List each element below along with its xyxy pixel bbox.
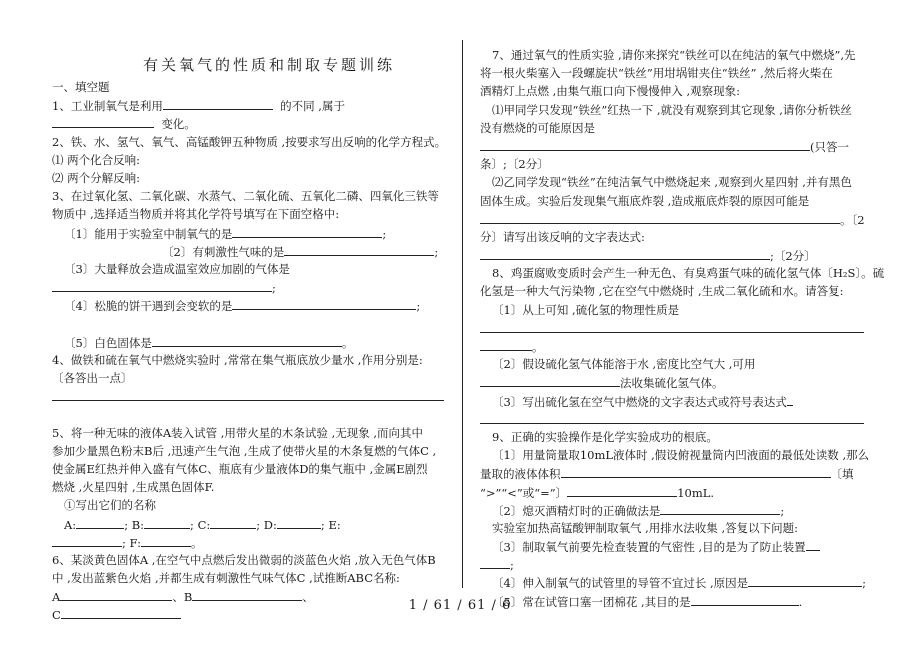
question-7-2-line-4: 分〕请写出该反响的文字表达式: <box>480 229 645 244</box>
question-5-subtask: ①写出它们的名称 <box>64 498 156 513</box>
q1-blank-2[interactable] <box>52 114 154 128</box>
question-3-part-5: 〔5〕白色固体是 。 <box>52 333 450 351</box>
question-6-line-1: 6、某淡黄色固体A ,在空气中点燃后发出微弱的淡蓝色火焰 ,放入无色气体B <box>52 552 436 567</box>
q7-2-blank-1[interactable] <box>480 210 840 224</box>
q8-1-blank-1[interactable] <box>480 319 864 333</box>
question-9-1-line-3 <box>480 483 872 501</box>
q8-3-blank-start[interactable] <box>787 392 793 406</box>
q9-1-text: 量取的液体体积 <box>480 467 561 482</box>
q7-2-score: ;〔2分〕 <box>770 249 816 264</box>
question-6-answers-1: A 、B 、 <box>52 587 450 605</box>
right-column <box>480 46 885 610</box>
q1-blank-1[interactable] <box>163 96 273 110</box>
q9-1-note: 〔填 <box>830 467 854 482</box>
q3-4-text: 〔4〕松脆的饼干遇到会变软的是 <box>64 299 233 314</box>
spacer <box>52 314 450 332</box>
q8-2-text: 法收集硫化氢气体。 <box>620 376 724 391</box>
q9-1-blank-2[interactable] <box>567 483 677 497</box>
question-8-1-answer <box>480 319 872 337</box>
question-5-answers-2: ; F: 。 <box>52 533 450 551</box>
q3-5-blank[interactable] <box>152 333 342 347</box>
question-7-2-line-1: ⑵乙同学发现“铁丝”在纯洁氧气中燃烧起来 ,观察到火星四射 ,并有黑色 <box>492 175 852 190</box>
question-3-part-3: 〔3〕大量释放会造成温室效应加剧的气体是 <box>64 261 290 276</box>
question-5-line-1: 5、将一种无味的液体A装入试管 ,用带火星的木条试验 ,无现象 ,而向其中 <box>52 425 424 440</box>
q9-2-blank[interactable] <box>660 501 780 515</box>
q3-1-blank[interactable] <box>232 224 382 238</box>
q9-3-text: 〔3〕制取氧气前要先检查装置的气密性 ,目的是为了防止装置 <box>492 540 806 555</box>
q9-3-blank-2[interactable] <box>480 555 510 569</box>
question-1 <box>52 96 450 114</box>
q8-2-blank[interactable] <box>480 373 620 387</box>
q5-b-label: B: <box>131 517 145 532</box>
question-5-line-2: 参加少量黑色粉末B后 ,迅速产生气泡 ,生成了使带火星的木条复燃的气体C , <box>52 443 437 458</box>
question-9-4: 〔4〕伸入制氧气的试管里的导管不宜过长 ,原因是 ; <box>480 573 872 591</box>
q5-d-label: D: <box>263 517 277 532</box>
q5-f-blank[interactable] <box>141 533 191 547</box>
question-8-2: 〔2〕假设硫化氢气体能溶于水 ,密度比空气大 ,可用 <box>492 357 756 372</box>
question-7-2-line-2: 固体生成。实验后发现集气瓶底炸裂 ,造成瓶底炸裂的原因可能是 <box>480 193 810 208</box>
question-9-3 <box>480 537 872 555</box>
q6-c-label: C <box>52 608 61 623</box>
question-8-2-cont <box>480 373 872 391</box>
q7-1-blank[interactable] <box>480 137 810 151</box>
q1-text-a: 1、工业制氧气是利用 <box>52 99 163 114</box>
question-8-line-1: 8、鸡蛋腐败变质时会产生一种无色、有臭鸡蛋气味的硫化氢气体〔H₂S〕。硫 <box>492 266 885 281</box>
question-9-3-cont: ; <box>480 555 872 573</box>
question-9-1-line-2 <box>480 464 872 482</box>
column-divider <box>462 40 463 588</box>
question-7-1-line-1: ⑴甲同学只发现“铁丝”红热一下 ,就没有观察到其它现象 ,请你分析铁丝 <box>492 102 852 117</box>
q7-1-note: (只答一 <box>810 139 849 154</box>
question-3-line-1: 3、在过氧化氢、二氧化碳、水蒸气、二氧化硫、五氧化二磷、四氧化三铁等 <box>52 189 439 204</box>
question-4-answer-line <box>52 387 450 405</box>
spacer <box>52 405 450 423</box>
question-9-experiment: 实验室加热高锰酸钾制取氧气 ,用排水法收集 ,答复以下问题: <box>492 520 798 535</box>
question-4-line-1: 4、做铁和硫在氧气中燃烧实验时 ,常常在集气瓶底放少量水 ,作用分别是: <box>52 352 423 367</box>
page-footer: 1 / 61 / 61 / 6 <box>408 598 512 613</box>
q7-2-blank-2[interactable] <box>480 246 770 260</box>
q3-4-blank[interactable] <box>232 296 416 310</box>
q9-3-blank-1[interactable] <box>806 537 820 551</box>
question-7-line-2: 将一根火柴塞入一段螺旋状“铁丝”用坩埚钳夹住“铁丝” ,然后将火柴在 <box>480 66 833 81</box>
question-7-2-line-5 <box>480 246 872 264</box>
q9-1-blank-1[interactable] <box>561 464 831 478</box>
question-5-line-4: 燃烧 ,火星四射 ,生成黑色固体F. <box>52 480 215 495</box>
q9-1-value: 10mL. <box>677 485 715 500</box>
q9-4-text: 〔4〕伸入制氧气的试管里的导管不宜过长 ,原因是 <box>492 576 749 591</box>
q5-c-label: C: <box>197 517 211 532</box>
question-7-2-line-3 <box>480 210 872 228</box>
question-2-part-1: ⑴ 两个化合反响: <box>52 152 141 167</box>
q4-blank[interactable] <box>52 387 444 401</box>
question-4-line-2: 〔各答出一点〕 <box>52 371 133 385</box>
q5-e-blank[interactable] <box>52 533 122 547</box>
q9-1-options: “>”“<”或“=”〕 <box>480 485 568 500</box>
q5-a-label: A: <box>64 517 77 532</box>
q3-2-blank[interactable] <box>284 242 434 256</box>
q1-text-c: 变化。 <box>161 117 196 132</box>
page-title <box>52 40 450 78</box>
question-8-3 <box>480 392 872 410</box>
q3-3-blank[interactable] <box>52 278 272 292</box>
question-3-part-3-cont: ; <box>52 278 450 296</box>
question-3-part-1: 〔1〕能用于实验室中制氧气的是 ; <box>52 224 450 242</box>
left-column <box>52 78 450 624</box>
question-9-2: 〔2〕熄灭酒精灯时的正确做法是 ; <box>480 501 872 519</box>
q5-d-blank[interactable] <box>277 515 321 529</box>
question-3-part-2: 〔2〕有刺激性气味的是 ; <box>52 242 450 260</box>
question-8-line-2: 化氢是一种大气污染物 ,它在空气中燃烧时 ,生成二氧化硫和水。请答复: <box>480 284 844 299</box>
question-7-1-line-4: 条〕;〔2分〕 <box>480 157 549 172</box>
question-6-line-2: 中 ,发出蓝紫色火焰 ,并都生成有刺激性气味气体C ,试推断ABC名称: <box>52 571 400 586</box>
question-3-part-4: 〔4〕松脆的饼干遇到会变软的是 ; <box>52 296 450 314</box>
q8-3-blank[interactable] <box>480 410 864 424</box>
question-8-3-answer <box>480 410 872 428</box>
q6-a-label: A <box>52 590 61 605</box>
question-7-1-line-3 <box>480 137 872 155</box>
question-8-1-answer-2: 。 <box>480 337 872 355</box>
section-heading: 一、填空题 <box>52 80 110 94</box>
question-7-line-3: 酒精灯上点燃 ,由集气瓶口向下慢慢伸入 ,观察现象: <box>480 84 740 99</box>
q9-4-blank[interactable] <box>748 573 862 587</box>
question-7-1-line-2: 没有燃烧的可能原因是 <box>480 120 595 135</box>
q5-a-blank[interactable] <box>76 515 124 529</box>
question-2-part-2: ⑵ 两个分解反响: <box>52 170 141 185</box>
q6-b-label: B <box>183 590 193 605</box>
q5-f-label: F: <box>129 535 141 550</box>
question-3-line-2: 物质中 ,选择适当物质并将其化学符号填写在下面空格中: <box>52 207 340 222</box>
question-8-1: 〔1〕从上可知 ,硫化氢的物理性质是 <box>492 302 680 317</box>
question-9-1-line-1: 〔1〕用量筒量取10mL液体时 ,假设俯视量筒内凹液面的最低处读数 ,那么 <box>492 448 870 463</box>
q8-1-blank-2[interactable] <box>480 337 532 351</box>
question-5-answers-1: A: ; B: ; C: ; D: ; E: <box>52 515 450 533</box>
title-text: 有关氧气的性质和制取专题训练 <box>142 56 395 74</box>
question-9: 9、正确的实验操作是化学实验成功的根底。 <box>492 429 718 444</box>
q3-2-text: 〔2〕有刺激性气味的是 <box>162 244 285 259</box>
q7-2-note: 。〔2 <box>840 212 865 227</box>
question-2: 2、铁、水、氢气、氧气、高锰酸钾五种物质 ,按要求写出反响的化学方程式。 <box>52 134 447 149</box>
q8-3-text: 〔3〕写出硫化氢在空气中燃烧的文字表达式或符号表达式 <box>492 394 787 409</box>
q9-5-text: 〔5〕常在试管口塞一团棉花 ,其目的是 <box>492 594 691 609</box>
q3-5-text: 〔5〕白色固体是 <box>64 335 152 350</box>
q5-c-blank[interactable] <box>210 515 256 529</box>
q5-b-blank[interactable] <box>144 515 190 529</box>
q5-e-label: E: <box>328 517 341 532</box>
question-1-cont <box>52 114 450 132</box>
q1-text-b: 的不同 ,属于 <box>280 99 345 114</box>
question-5-line-3: 使金属E红热并伸入盛有气体C、瓶底有少量液体D的集气瓶中 ,金属E剧烈 <box>52 461 428 476</box>
q3-1-text: 〔1〕能用于实验室中制氧气的是 <box>64 226 233 241</box>
question-9-5: 〔5〕常在试管口塞一团棉花 ,其目的是 . <box>480 592 872 610</box>
question-7-line-1: 7、通过氧气的性质实验 ,请你来探究“铁丝可以在纯洁的氧气中燃烧”,先 <box>492 48 856 62</box>
q9-2-text: 〔2〕熄灭酒精灯时的正确做法是 <box>492 503 661 518</box>
